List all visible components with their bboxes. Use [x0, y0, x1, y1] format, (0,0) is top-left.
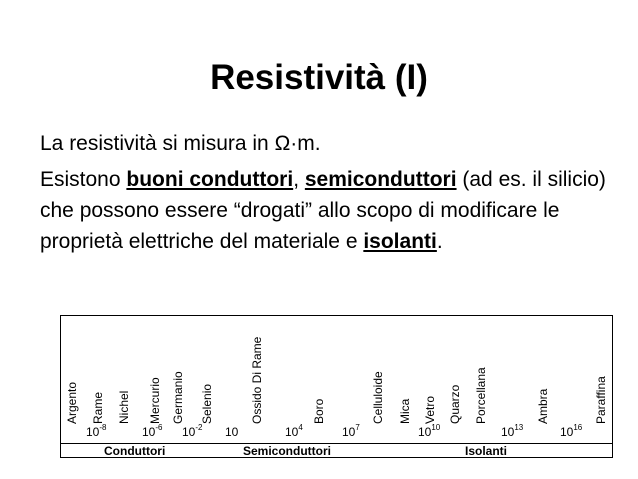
category-semiconductors: Semiconduttori: [243, 444, 332, 458]
power-tick: [86, 423, 107, 439]
power-tick: [285, 423, 303, 439]
power-base: 10: [285, 425, 299, 439]
material-label: Boro: [312, 398, 326, 424]
power-tick: [225, 426, 238, 438]
power-exponent: 4: [298, 423, 303, 432]
power-base: 10: [418, 425, 432, 439]
material-label: Selenio: [200, 383, 214, 424]
resistivity-scale: [60, 315, 613, 458]
power-tick: [501, 423, 524, 439]
power-base: 10: [225, 425, 239, 439]
power-exponent: -2: [195, 423, 203, 432]
material-label: Rame: [91, 391, 105, 424]
power-base: 10: [86, 425, 100, 439]
power-base: 10: [142, 425, 156, 439]
power-tick: [418, 423, 441, 439]
text-segment: Esistono: [40, 168, 127, 191]
power-exponent: 16: [573, 423, 583, 432]
material-label: Paraffina: [594, 376, 608, 424]
insulators-term: isolanti: [363, 230, 437, 253]
paragraph-unit: La resistività si misura in Ω·m.: [40, 132, 321, 155]
paragraph-materials: [40, 164, 620, 257]
good-conductors-term: buoni conduttori: [126, 168, 294, 191]
material-label: Quarzo: [448, 384, 462, 424]
material-label: Mercurio: [148, 377, 162, 424]
material-label: Germanio: [171, 371, 185, 424]
power-exponent: -6: [155, 423, 163, 432]
text-segment: (ad es. il silicio) che possono essere “drogati” allo scopo di modificare le proprietà elettriche del materiale e: [40, 168, 606, 253]
material-label: Argento: [65, 381, 79, 424]
power-base: 10: [342, 425, 356, 439]
power-tick: [342, 423, 360, 439]
material-label: Porcellana: [474, 367, 488, 424]
power-tick: [142, 423, 163, 439]
slide-body: [40, 128, 620, 257]
power-base: 10: [182, 425, 196, 439]
power-base: 10: [501, 425, 515, 439]
power-exponent: -8: [99, 423, 107, 432]
text-segment: ,: [293, 168, 305, 191]
slide-title: Resistività (I): [210, 58, 428, 97]
material-label: Ambra: [536, 388, 550, 424]
semiconductors-term: semiconduttori: [304, 168, 457, 191]
power-base: 10: [560, 425, 574, 439]
power-tick: [560, 423, 583, 439]
material-label: Mica: [398, 398, 412, 424]
power-exponent: 7: [355, 423, 360, 432]
category-insulators: Isolanti: [465, 444, 508, 458]
material-label: Ossido Di Rame: [250, 336, 264, 424]
power-tick: [182, 423, 203, 439]
power-exponent: 13: [514, 423, 524, 432]
power-exponent: 10: [431, 423, 441, 432]
material-label: Vetro: [423, 395, 437, 424]
text-segment: .: [436, 230, 443, 253]
material-label: Nichel: [117, 390, 131, 424]
material-label: Celluloide: [371, 371, 385, 424]
category-conductors: Conduttori: [104, 444, 166, 458]
